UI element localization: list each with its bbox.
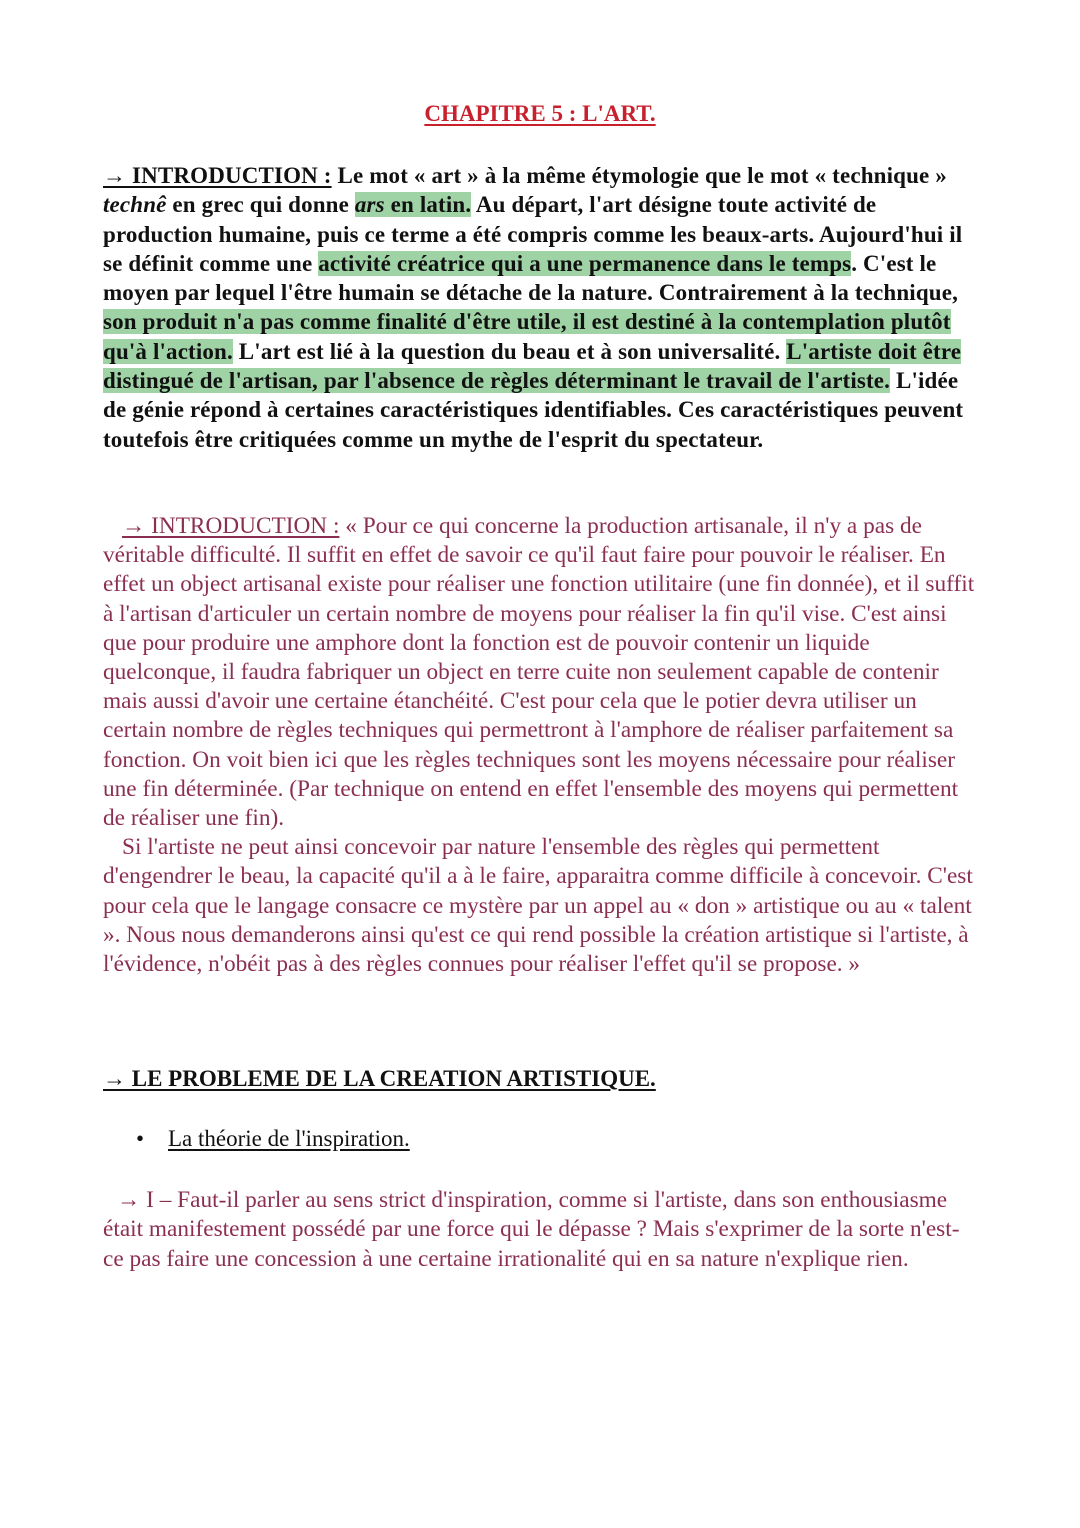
highlight-activite: activité créatrice qui a une permanence dans le temps xyxy=(318,250,852,276)
intro-text: Au départ, l'art désigne toute activité de production humaine, puis ce terme a été compris comme les beaux-arts. Aujourd'hui il se définit comme une xyxy=(103,192,963,276)
bullet-label: La théorie de l'inspiration. xyxy=(168,1126,410,1151)
chapter-title: CHAPITRE 5 : L'ART. xyxy=(424,101,656,126)
quote-text: Si l'artiste ne peut ainsi concevoir par nature l'ensemble des règles qui permettent d'engendrer le beau, la capacité qu'il a à le faire, apparaitra comme difficile à concevoir. C'est pour cela que le langage consacre ce mystère par un appel au « don » artistique ou au « talent ». Nous nous demanderons ainsi qu'est ce qui rend possible la création artistique si l'artiste, à l'évidence, n'obéit pas à des règles connues pour réaliser l'effet qu'il se propose. » xyxy=(103,834,973,978)
highlight-finalite: son produit n'a pas comme finalité d'être utile, il est destiné à la contemplation plutôt qu'à l'action. xyxy=(103,309,951,364)
intro-paragraph xyxy=(103,161,977,454)
quote-text: « Pour ce qui concerne la production artisanale, il n'y a pas de véritable difficulté. Il suffit en effet de savoir ce qu'il faut faire pour pouvoir le réaliser. En effet un object artisanal existe pour réaliser une fonction utilitaire (une fin donnée), et il suffit à l'artisan d'articuler un certain nombre de moyens pour réaliser la fin qu'il vise. C'est ainsi que pour produire une amphore dont la fonction est de pouvoir contenir un liquide quelconque, il faudra fabriquer un object en terre cuite non seulement capable de contenir mais aussi d'avoir une certaine étanchéité. C'est pour cela que le potier devra utiliser un certain nombre de règles techniques qui permettront à l'amphore de réaliser parfaitement sa fonction. On voit bien ici que les règles techniques sont les moyens nécessaire pour réaliser une fin déterminée. (Par technique on entend en effet l'ensemble des moyens qui permettent de réaliser une fin). xyxy=(103,513,975,832)
part-one-text: → I – Faut-il parler au sens strict d'inspiration, comme si l'artiste, dans son enthousiasme était manifestement possédé par une force qui le dépasse ? Mais s'exprimer de la sorte n'est-ce pas faire une concession à une certaine irrationalité qui en sa nature n'explique rien. xyxy=(103,1187,960,1272)
highlight-ars-italic: ars xyxy=(354,192,385,218)
part-one-paragraph xyxy=(103,1186,977,1274)
highlight-ars xyxy=(355,192,471,217)
highlight-artiste: L'artiste doit être distingué de l'artisan, par l'absence de règles déterminant le travail de l'artiste. xyxy=(103,338,962,394)
intro-text: en grec qui donne xyxy=(166,192,355,218)
quote-paragraph-1 xyxy=(103,512,977,833)
bullet-icon: • xyxy=(136,1126,145,1151)
section-heading: → LE PROBLEME DE LA CREATION ARTISTIQUE. xyxy=(103,1066,656,1091)
intro-italic-term: technê xyxy=(103,192,167,218)
highlight-ars-rest: en latin. xyxy=(384,192,472,218)
quote-label: → INTRODUCTION : xyxy=(122,513,340,539)
intro-label: → INTRODUCTION : xyxy=(103,163,332,188)
quote-block xyxy=(103,512,977,979)
intro-text: L'art est lié à la question du beau et à son universalité. xyxy=(232,338,787,364)
intro-text: L'idée de génie répond à certaines caractéristiques identifiables. Ces caractéristiques peuvent toutefois être critiquées comme un mythe de l'esprit du spectateur. xyxy=(103,368,964,452)
intro-text: Le mot « art » à la même étymologie que le mot « technique » xyxy=(331,163,947,188)
quote-paragraph-2 xyxy=(103,833,977,979)
intro-text: . C'est le moyen par lequel l'être humain se détache de la nature. Contrairement à la technique, xyxy=(103,250,958,306)
